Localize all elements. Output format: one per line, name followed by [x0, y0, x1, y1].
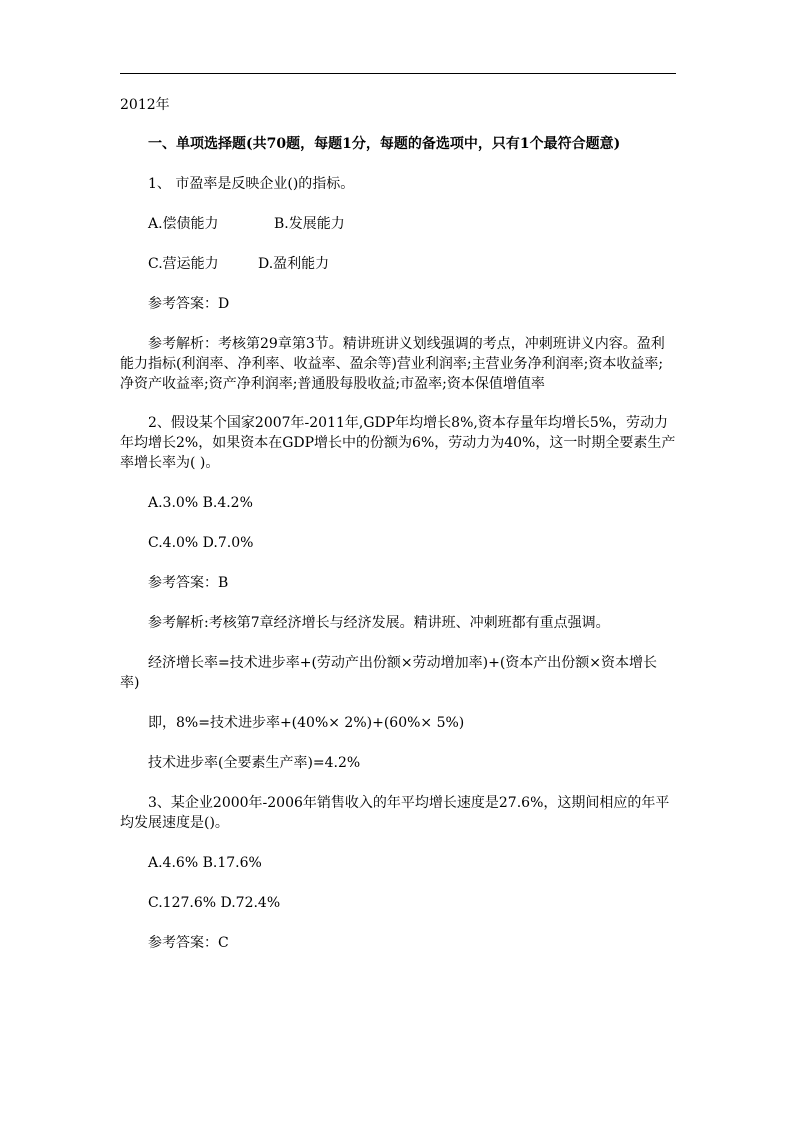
year-heading: 2012年 — [120, 97, 170, 113]
question-1-options-cd — [120, 254, 676, 274]
question-3-options-cd: C.127.6% D.72.4% — [148, 895, 281, 911]
question-2-options-cd: C.4.0% D.7.0% — [148, 535, 254, 551]
question-2-calculation: 即，8%=技术进步率+(40%× 2%)+(60%× 5%) — [148, 715, 465, 731]
question-1-answer: 参考答案：D — [148, 296, 230, 312]
question-3: 3、某企业2000年-2006年销售收入的年平均增长速度是27.6%，这期间相应的年平均发展速度是()。 — [120, 795, 670, 831]
question-1-options-ab — [120, 214, 676, 234]
section-title: 一、单项选择题(共70题，每题1分，每题的备选项中，只有1个最符合题意) — [148, 136, 621, 152]
question-1-option-a: A.偿债能力 — [148, 216, 219, 232]
question-2-formula: 经济增长率=技术进步率+(劳动产出份额×劳动增加率)+(资本产出份额×资本增长率) — [120, 655, 658, 691]
question-2-analysis: 参考解析:考核第7章经济增长与经济发展。精讲班、冲刺班都有重点强调。 — [148, 615, 610, 631]
header-rule — [120, 73, 676, 74]
question-1-option-b: B.发展能力 — [274, 216, 345, 232]
question-3-options-ab: A.4.6% B.17.6% — [148, 855, 262, 871]
question-1-option-d: D.盈利能力 — [258, 256, 330, 272]
question-3-answer: 参考答案：C — [148, 935, 229, 951]
document-body — [120, 95, 676, 973]
question-2-answer: 参考答案：B — [148, 575, 229, 591]
question-2-options-ab: A.3.0% B.4.2% — [148, 495, 253, 511]
document-page — [120, 0, 676, 1123]
question-1: 1、 市盈率是反映企业()的指标。 — [148, 176, 355, 192]
question-1-analysis: 参考解析：考核第29章第3节。精讲班讲义划线强调的考点，冲刺班讲义内容。盈利能力指标(利润率、净利率、收益率、盈余等)营业利润率;主营业务净利润率;资本收益率;净资产收益率;资产净利润率;普通股每股收益;市盈率;资本保值增值率 — [120, 336, 665, 392]
question-2: 2、假设某个国家2007年-2011年,GDP年均增长8%,资本存量年均增长5%，劳动力年均增长2%，如果资本在GDP增长中的份额为6%，劳动力为40%，这一时期全要素生产率增长率为( )。 — [120, 415, 676, 471]
question-2-result: 技术进步率(全要素生产率)=4.2% — [148, 755, 361, 771]
question-1-option-c: C.营运能力 — [148, 256, 219, 272]
